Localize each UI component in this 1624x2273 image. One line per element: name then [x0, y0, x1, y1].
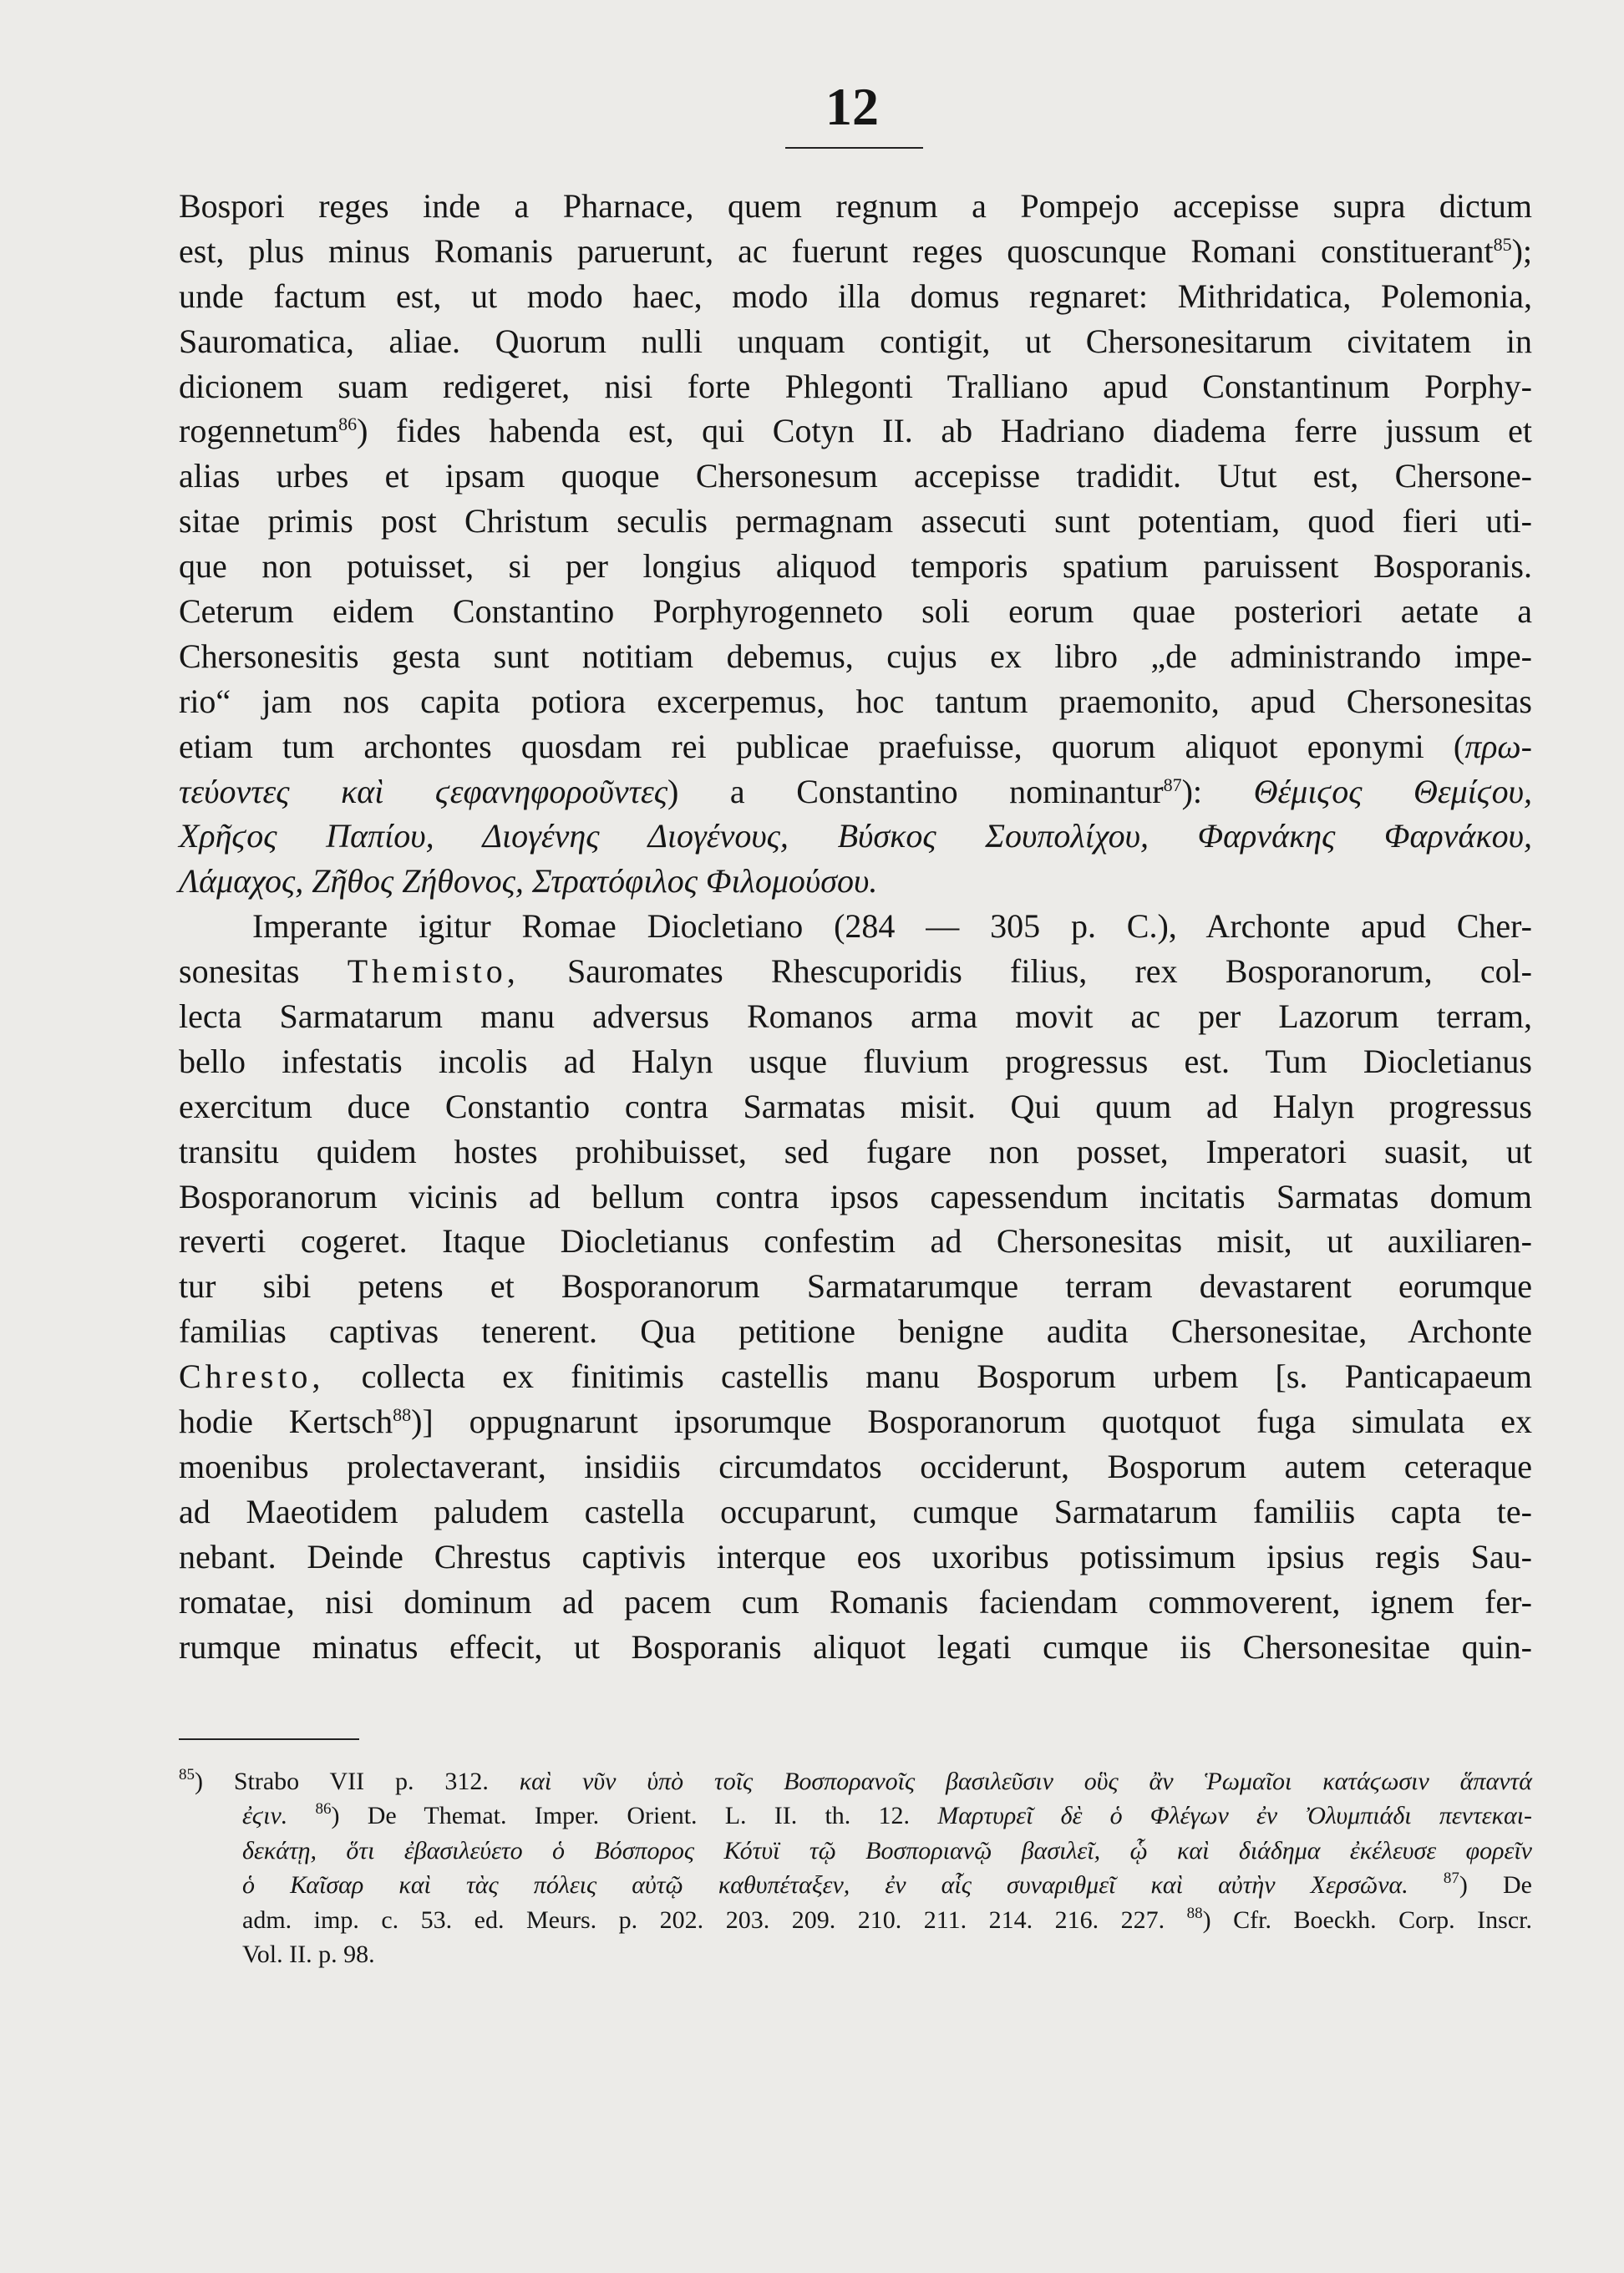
- text-line: que non potuisset, si per longius aliquod temporis spatium paruissent Bosporanis.: [179, 547, 1532, 586]
- text-line: nebant. Deinde Chrestus captivis interque eos uxoribus potissimum ipsius regis Sau-: [179, 1537, 1532, 1575]
- footnote-line: δεκάτῃ, ὅτι ἐβασιλεύετο ὁ Βόσπορος Κότυϊ τῷ Βοσποριανῷ βασιλεῖ, ᾧ καὶ διάδημα ἐκέλευσε φορεῖν: [242, 1836, 1532, 1865]
- text-line: sitae primis post Christum seculis permagnam assecuti sunt potentiam, quod fieri uti-: [179, 502, 1532, 540]
- text-line: Chresto, collecta ex finitimis castellis manu Bosporum urbem [s. Panticapaeum: [179, 1357, 1533, 1396]
- text-line: moenibus prolectaverant, insidiis circumdatos occiderunt, Bosporum autem ceteraque: [179, 1447, 1532, 1485]
- text-line: dicionem suam redigeret, nisi forte Phlegonti Tralliano apud Constantinum Porphy-: [179, 367, 1532, 405]
- footnote-line: Vol. II. p. 98.: [242, 1940, 375, 1968]
- spaced-name: Chresto,: [179, 1357, 325, 1396]
- text-line: romatae, nisi dominum ad pacem cum Romanis faciendam commoverent, ignem fer-: [179, 1582, 1532, 1621]
- footnote-ref: 88: [393, 1404, 412, 1426]
- text-line: est, plus minus Romanis paruerunt, ac fuerunt reges quoscunque Romani constituerant$^{85}$);: [179, 231, 1532, 270]
- footnote-line: $^{85}$) Strabo VII p. 312. καὶ νῦν ὑπὸ τοῖς Βοσπορανοῖς βασιλεῦσιν οὓς ἂν Ῥωμαῖοι κατάϛωσιν ἅπαντά: [179, 1766, 1533, 1795]
- text-line: sonesitas Themisto, Sauromates Rhescuporidis filius, rex Bosporanorum, col-: [179, 952, 1533, 991]
- greek-text: τεύοντες καὶ ϛεφανηφοροῦντες: [179, 772, 667, 810]
- text-line: Ceterum eidem Constantino Porphyrogenneto soli eorum quae posteriori aetate a: [179, 592, 1532, 631]
- header-rule: [785, 147, 923, 149]
- text-line: alias urbes et ipsam quoque Chersonesum accepisse tradidit. Utut est, Chersone-: [179, 457, 1532, 495]
- greek-text: ἐϛιν.: [242, 1802, 288, 1830]
- footnote-line: ὁ Καῖσαρ καὶ τὰς πόλεις αὐτῷ καθυπέταξεν, ἐν αἷς συναριθμεῖ καὶ αὐτὴν Χερσῶνα. $^{87}$) De: [242, 1870, 1532, 1900]
- spaced-name: Themisto,: [347, 952, 520, 991]
- text-line: rogennetum$^{86}$) fides habenda est, qui Cotyn II. ab Hadriano diadema ferre jussum et: [179, 412, 1532, 450]
- footnote-line: ἐϛιν. $^{86}$) De Themat. Imper. Orient. L. II. th. 12. Μαρτυρεῖ δὲ ὁ Φλέγων ἐν Ὀλυμπιάδι πεντεκαι-: [242, 1800, 1533, 1830]
- text-line: rio“ jam nos capita potiora excerpemus, hoc tantum praemonito, apud Chersonesitas: [179, 682, 1532, 720]
- greek-text: ὁ Καῖσαρ καὶ τὰς πόλεις αὐτῷ καθυπέταξεν, ἐν αἷς συναριθμεῖ καὶ αὐτὴν Χερσῶνα.: [242, 1871, 1408, 1900]
- text-line: ad Maeotidem paludem castella occuparunt, cumque Sarmatarum familiis capta te-: [179, 1492, 1532, 1530]
- footnotes: [179, 1764, 1532, 1971]
- text-line: familias captivas tenerent. Qua petitione benigne audita Chersonesitae, Archonte: [179, 1312, 1532, 1351]
- footnote-ref: 86: [338, 414, 358, 435]
- paragraph-start: Imperante igitur Romae Diocletiano (284 — 305 p. C.), Archonte apud Cher-: [252, 907, 1532, 946]
- text-line: reverti cogeret. Itaque Diocletianus confestim ad Chersonesitas misit, ut auxiliaren-: [179, 1222, 1532, 1261]
- greek-text: καὶ νῦν ὑπὸ τοῖς Βοσπορανοῖς βασιλεῦσιν οὓς ἂν Ῥωμαῖοι κατάϛωσιν ἅπαντά: [519, 1768, 1533, 1795]
- text-line: etiam tum archontes quosdam rei publicae praefuisse, quorum aliquot eponymi (πρω-: [179, 727, 1532, 765]
- text-line: Bospori reges inde a Pharnace, quem regnum a Pompejo accepisse supra dictum: [179, 187, 1532, 225]
- text-line: τεύοντες καὶ ϛεφανηφοροῦντες) a Constantino nominantur$^{87}$): Θέμιϛος Θεμίϛου,: [179, 772, 1532, 810]
- text-line: transitu quidem hostes prohibuisset, sed fugare non posset, Imperatori suasit, ut: [179, 1132, 1532, 1170]
- text-line: Chersonesitis gesta sunt notitiam debemus, cujus ex libro „de administrando impe-: [179, 637, 1532, 675]
- footnote-ref: 85: [1493, 233, 1512, 255]
- text-line: lecta Sarmatarum manu adversus Romanos arma movit ac per Lazorum terram,: [179, 997, 1532, 1036]
- text-line: Χρῆϛος Παπίου, Διογένης Διογένους, Βύσκος Σουπολίχου, Φαρνάκης Φαρνάκου,: [179, 817, 1532, 855]
- text-line: Λάμαχος, Ζῆθος Ζήθονος, Στρατόφιλος Φιλομούσου.: [179, 862, 878, 901]
- text-line: bello infestatis incolis ad Halyn usque fluvium progressus est. Tum Diocletianus: [179, 1042, 1532, 1080]
- text-line: Sauromatica, aliae. Quorum nulli unquam contigit, ut Chersonesitarum civitatem in: [179, 322, 1532, 360]
- text-line: rumque minatus effecit, ut Bosporanis aliquot legati cumque iis Chersonesitae quin-: [179, 1627, 1532, 1666]
- text-line: hodie Kertsch$^{88}$)] oppugnarunt ipsorumque Bosporanorum quotquot fuga simulata ex: [179, 1403, 1533, 1441]
- main-text: [179, 184, 1532, 1669]
- text-line: unde factum est, ut modo haec, modo illa domus regnaret: Mithridatica, Polemonia,: [179, 277, 1532, 315]
- footnote-line: adm. imp. c. 53. ed. Meurs. p. 202. 203. 209. 210. 211. 214. 216. 227. $^{88}$) Cfr. Boeckh. Corp. Inscr.: [242, 1904, 1532, 1934]
- page-number: 12: [825, 77, 879, 136]
- footnote-rule: [179, 1738, 359, 1740]
- greek-text: Μαρτυρεῖ δὲ ὁ Φλέγων ἐν Ὀλυμπιάδι πεντεκαι-: [937, 1802, 1533, 1830]
- text-line: exercitum duce Constantio contra Sarmatas misit. Qui quum ad Halyn progressus: [179, 1087, 1532, 1125]
- greek-text: πρω-: [1464, 727, 1532, 765]
- footnote-ref: 87: [1163, 774, 1182, 795]
- greek-text: Θέμιϛος Θεμίϛου,: [1253, 772, 1532, 810]
- text-line: tur sibi petens et Bosporanorum Sarmatarumque terram devastarent eorumque: [179, 1267, 1532, 1306]
- text-line: Bosporanorum vicinis ad bellum contra ipsos capessendum incitatis Sarmatas domum: [179, 1177, 1532, 1215]
